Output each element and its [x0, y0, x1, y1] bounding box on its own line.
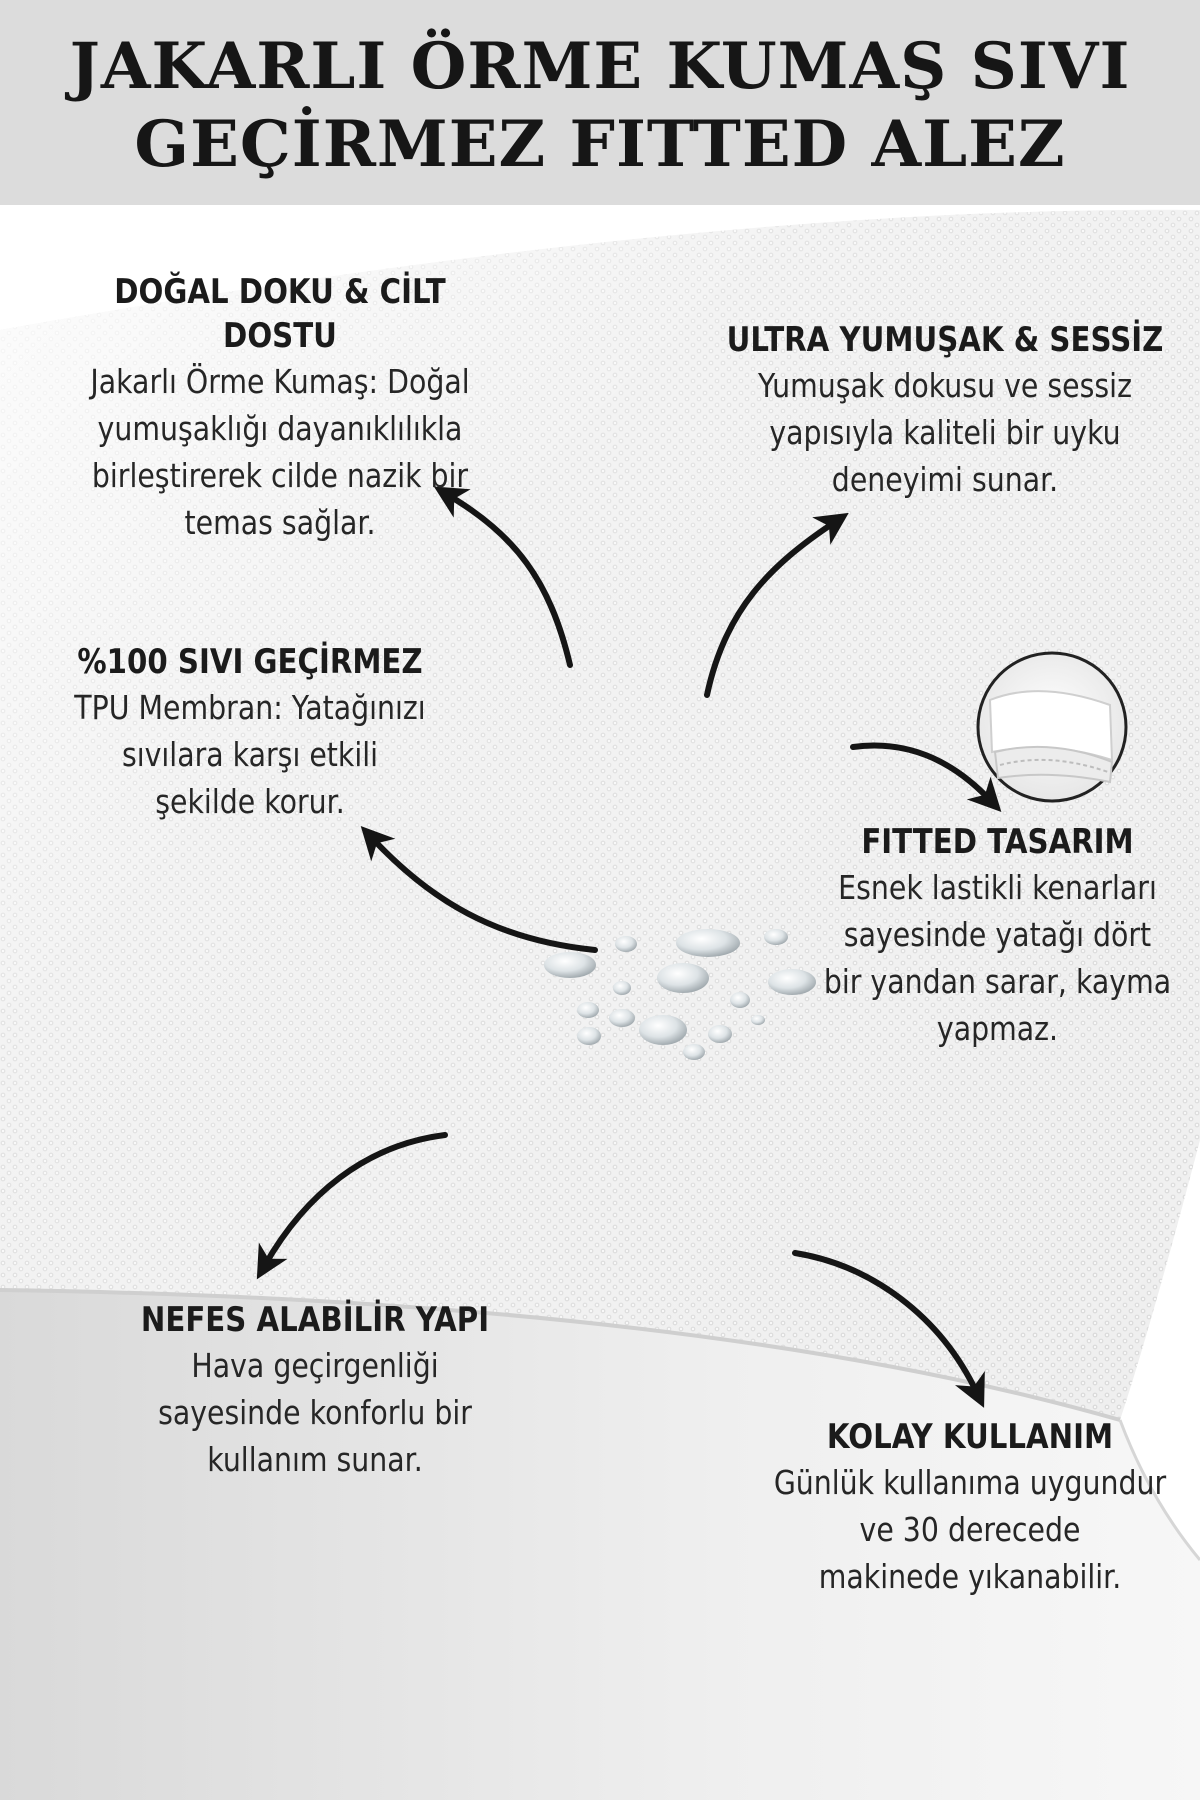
feature-fitted-design	[795, 820, 1200, 1052]
feature-ultra-soft-silent	[690, 318, 1200, 503]
feature-natural-skin-friendly	[20, 270, 540, 546]
feature-description: Günlük kullanıma uygundur ve 30 derecede makinede yıkanabilir.	[773, 1463, 1167, 1596]
feature-easy-use	[740, 1415, 1200, 1600]
fitted-corner-inset	[978, 653, 1126, 801]
title-line-2: GEÇİRMEZ FITTED ALEZ	[134, 107, 1066, 182]
feature-title: DOĞAL DOKU & CİLT DOSTU	[114, 272, 446, 356]
feature-title: %100 SIVI GEÇİRMEZ	[77, 642, 423, 682]
feature-description: Hava geçirgenliği sayesinde konforlu bir kullanım sunar.	[158, 1346, 472, 1479]
feature-title: NEFES ALABİLİR YAPI	[140, 1300, 490, 1340]
feature-description: TPU Membran: Yatağınızı sıvılara karşı etkili şekilde korur.	[74, 688, 426, 821]
feature-breathable	[55, 1298, 575, 1483]
feature-title: KOLAY KULLANIM	[826, 1417, 1114, 1457]
feature-description: Yumuşak dokusu ve sessiz yapısıyla kaliteli bir uyku deneyimi sunar.	[758, 366, 1132, 499]
feature-waterproof	[20, 640, 480, 825]
title-banner	[0, 0, 1200, 205]
feature-title: ULTRA YUMUŞAK & SESSİZ	[726, 320, 1164, 360]
feature-title: FITTED TASARIM	[861, 822, 1134, 862]
feature-description: Esnek lastikli kenarları sayesinde yatağı dört bir yandan sarar, kayma yapmaz.	[823, 868, 1172, 1048]
feature-description: Jakarlı Örme Kumaş: Doğal yumuşaklığı dayanıklılıkla birleştirerek cilde nazik bir temas sağlar.	[90, 362, 470, 542]
title-line-1: JAKARLI ÖRME KUMAŞ SIVI	[69, 29, 1131, 104]
